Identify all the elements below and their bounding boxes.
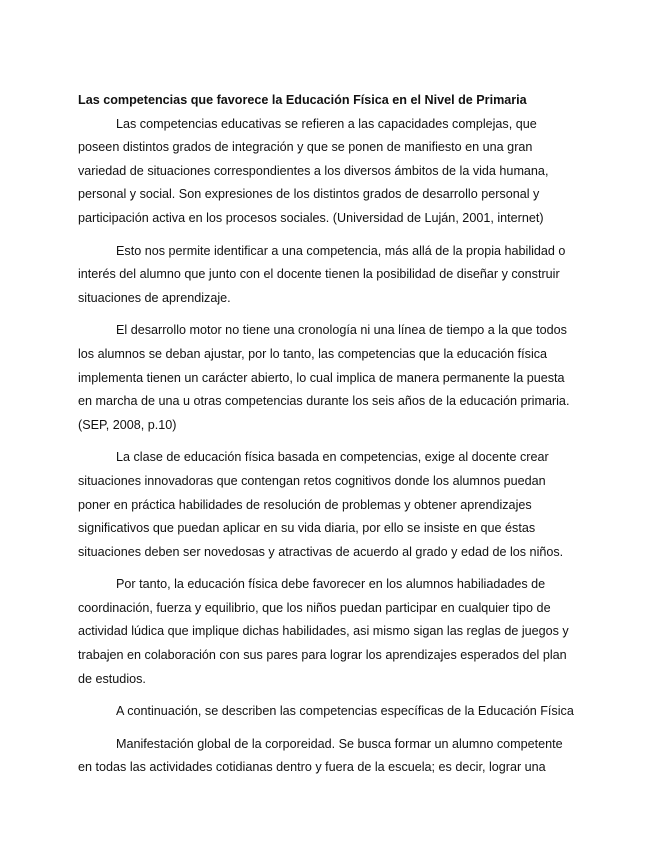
paragraph-habilidades: Por tanto, la educación física debe favorecer en los alumnos habiliadades de coordinación, fuerza y equilibrio, que los niños puedan participar en cualquier tipo de actividad lúdica que implique dichas habilidades, asi mismo sigan las reglas de juegos y trabajen en colaboración con sus pares para lograr los aprendizajes esperados del plan de estudios. [78, 577, 569, 686]
paragraph-desarrollo-motor: El desarrollo motor no tiene una cronología ni una línea de tiempo a la que todos los alumnos se deban ajustar, por lo tanto, las competencias que la educación física implementa tienen un carácter abierto, lo cual implica de manera permanente la puesta en marcha de una u otras competencias durante los seis años de la educación primaria. (SEP, 2008, p.10) [78, 323, 570, 432]
paragraph-identificar-competencia: Esto nos permite identificar a una competencia, más allá de la propia habilidad o interés del alumno que junto con el docente tienen la posibilidad de diseñar y construir situaciones de aprendizaje. [78, 243, 566, 305]
document-title: Las competencias que favorece la Educación Física en el Nivel de Primaria [78, 93, 527, 107]
document-body [78, 89, 580, 789]
paragraph-clase-educacion-fisica: La clase de educación física basada en competencias, exige al docente crear situaciones innovadoras que contengan retos cognitivos donde los alumnos puedan poner en práctica habilidades de resolución de problemas y obtener aprendizajes significativos que puedan aplicar en su vida diaria, por ello se insiste en que éstas situaciones deben ser novedosas y atractivas de acuerdo al grado y edad de los niños. [78, 450, 564, 559]
paragraph-competencias-educativas: Las competencias educativas se refieren a las capacidades complejas, que poseen distintos grados de integración y que se ponen de manifiesto en una gran variedad de situaciones correspondientes a los diversos ámbitos de la vida humana, personal y social. Son expresiones de los distintos grados de desarrollo personal y participación activa en los procesos sociales. (Universidad de Luján, 2001, internet) [78, 116, 549, 225]
paragraph-continuacion: A continuación, se describen las competencias específicas de la Educación Física [116, 704, 574, 719]
paragraph-manifestacion-global: Manifestación global de la corporeidad. Se busca formar un alumno competente en todas las actividades cotidianas dentro y fuera de la escuela; es decir, lograr una [78, 736, 563, 775]
